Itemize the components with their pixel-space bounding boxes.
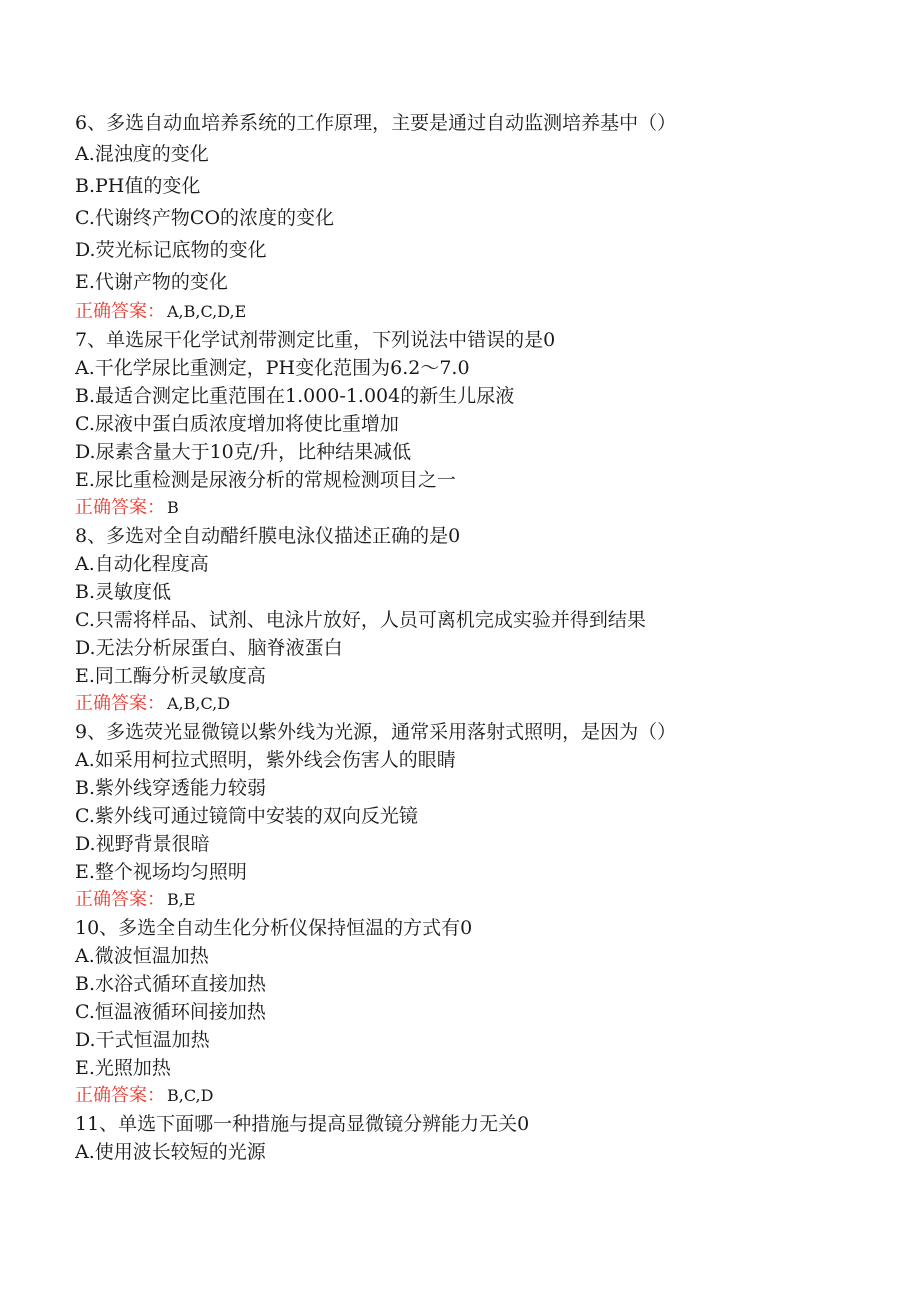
question-9-option-e: E.整个视场均匀照明: [75, 861, 247, 883]
question-7-option-d: D.尿素含量大于10克/升，比种结果减低: [75, 441, 412, 463]
question-9-option-a: A.如采用柯拉式照明，紫外线会伤害人的眼睛: [75, 749, 456, 771]
answer-value: A,B,C,D,E: [167, 302, 247, 321]
question-10-option-a: A.微波恒温加热: [75, 945, 209, 967]
question-6-title: 6、多选自动血培养系统的工作原理，主要是通过自动监测培养基中（）: [75, 112, 677, 134]
question-9-option-b: B.紫外线穿透能力较弱: [75, 777, 267, 799]
question-10-option-d: D.干式恒温加热: [75, 1029, 210, 1051]
answer-label: 正确答案：: [75, 1085, 165, 1106]
answer-label: 正确答案：: [75, 693, 165, 714]
answer-label: 正确答案：: [75, 889, 165, 910]
question-10-option-e: E.光照加热: [75, 1057, 171, 1079]
question-8-answer: [75, 690, 875, 718]
question-11-title: 11、单选下面哪一种措施与提高显微镜分辨能力无关0: [75, 1113, 530, 1135]
answer-label: 正确答案：: [75, 497, 165, 518]
question-9-option-d: D.视野背景很暗: [75, 833, 210, 855]
question-7-option-e: E.尿比重检测是尿液分析的常规检测项目之一: [75, 469, 456, 491]
answer-value: B: [167, 498, 179, 517]
answer-value: B,E: [167, 890, 196, 909]
question-9-answer: [75, 886, 875, 914]
question-6-option-b: B.PH值的变化: [75, 175, 201, 197]
question-11-option-a: A.使用波长较短的光源: [75, 1141, 266, 1163]
question-6-option-e: E.代谢产物的变化: [75, 271, 228, 293]
question-7-answer: [75, 494, 875, 522]
question-7-title: 7、单选尿干化学试剂带测定比重，下列说法中错误的是0: [75, 329, 556, 351]
question-7-option-c: C.尿液中蛋白质浓度增加将使比重增加: [75, 413, 399, 435]
question-7-option-b: B.最适合测定比重范围在1.000-1.004的新生儿尿液: [75, 385, 515, 407]
answer-value: A,B,C,D: [167, 694, 231, 713]
question-6-option-d: D.荧光标记底物的变化: [75, 239, 267, 261]
question-10-answer: [75, 1082, 875, 1110]
question-6-option-c: C.代谢终产物CO的浓度的变化: [75, 207, 335, 229]
question-8-option-b: B.灵敏度低: [75, 581, 172, 603]
question-9-option-c: C.紫外线可通过镜筒中安装的双向反光镜: [75, 805, 418, 827]
question-6-option-a: A.混浊度的变化: [75, 143, 209, 165]
question-7-option-a: A.干化学尿比重测定，PH变化范围为6.2～7.0: [75, 357, 470, 379]
document-body: [75, 108, 875, 1166]
question-10-title: 10、多选全自动生化分析仪保持恒温的方式有0: [75, 917, 473, 939]
question-9-title: 9、多选荧光显微镜以紫外线为光源，通常采用落射式照明，是因为（）: [75, 721, 677, 743]
question-8-option-c: C.只需将样品、试剂、电泳片放好，人员可离机完成实验并得到结果: [75, 609, 646, 631]
question-8-title: 8、多选对全自动醋纤膜电泳仪描述正确的是0: [75, 525, 461, 547]
question-8-option-a: A.自动化程度高: [75, 553, 209, 575]
question-8-option-d: D.无法分析尿蛋白、脑脊液蛋白: [75, 637, 343, 659]
question-8-option-e: E.同工酶分析灵敏度高: [75, 665, 266, 687]
question-6-answer: [75, 298, 875, 326]
question-10-option-c: C.恒温液循环间接加热: [75, 1001, 266, 1023]
answer-label: 正确答案：: [75, 301, 165, 322]
answer-value: B,C,D: [167, 1086, 214, 1105]
question-10-option-b: B.水浴式循环直接加热: [75, 973, 267, 995]
